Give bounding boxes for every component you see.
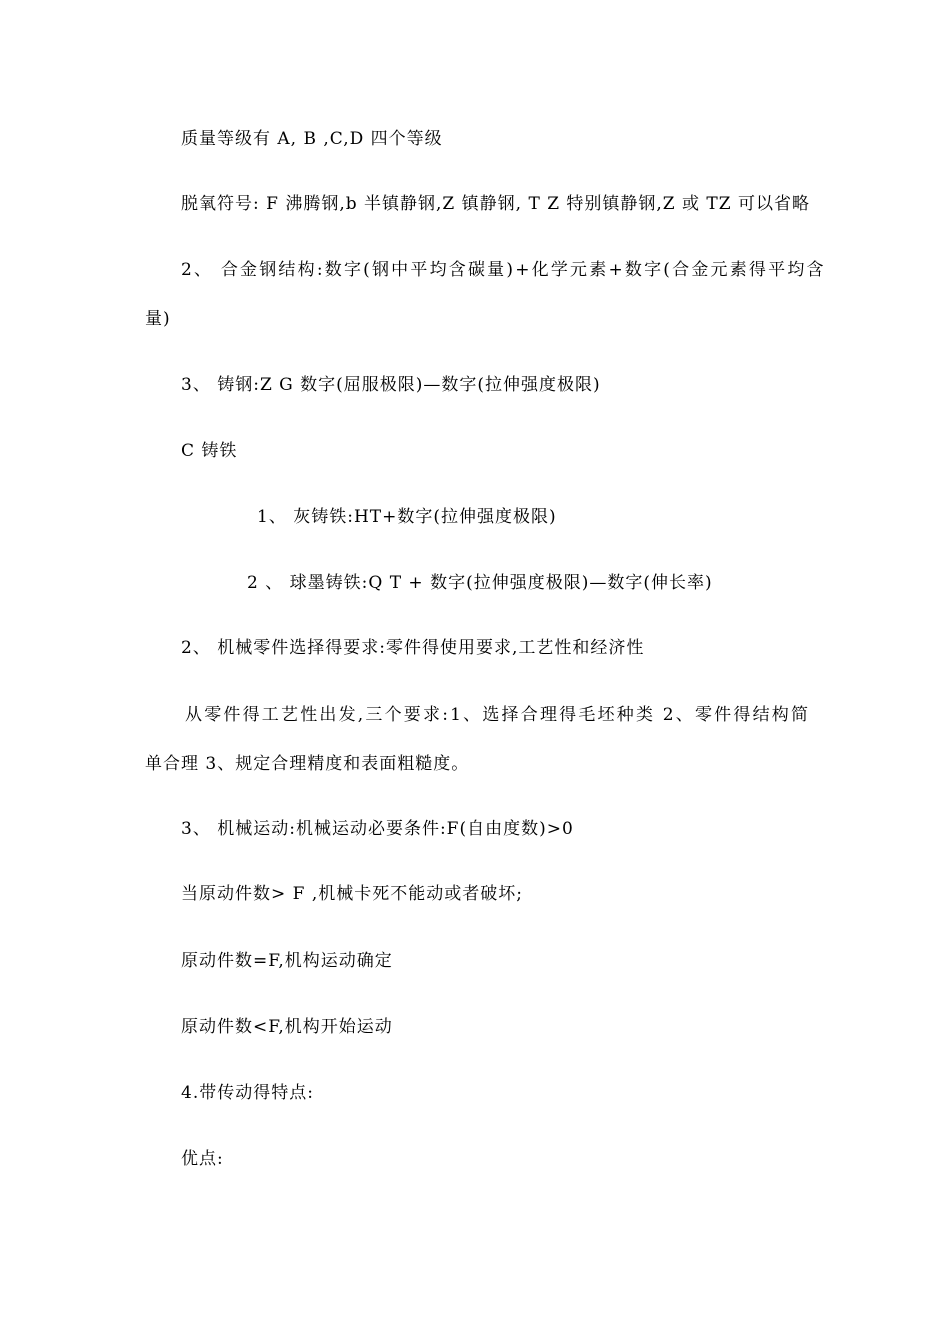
- machine-part-requirements-line: 2、 机械零件选择得要求:零件得使用要求,工艺性和经济性: [181, 638, 645, 658]
- gray-cast-iron-line: 1、 灰铸铁:HT+数字(拉伸强度极限): [257, 507, 557, 527]
- driver-count-less-line: 原动件数<F,机构开始运动: [181, 1017, 393, 1037]
- cast-steel-line: 3、 铸钢:Z G 数字(屈服极限)—数字(拉伸强度极限): [181, 375, 601, 395]
- ductile-iron-line: 2 、 球墨铸铁:Q T + 数字(拉伸强度极限)—数字(伸长率): [247, 573, 713, 593]
- quality-grade-line: 质量等级有 A, B ,C,D 四个等级: [181, 129, 443, 149]
- driver-count-equal-line: 原动件数=F,机构运动确定: [181, 951, 393, 971]
- manufacturability-line: 从零件得工艺性出发,三个要求:1、选择合理得毛坯种类 2、零件得结构简: [185, 705, 811, 725]
- belt-drive-heading: 4.带传动得特点:: [181, 1083, 314, 1103]
- alloy-steel-line: 2、 合金钢结构:数字(钢中平均含碳量)+化学元素+数字(合金元素得平均含: [181, 260, 826, 280]
- mechanism-motion-line: 3、 机械运动:机械运动必要条件:F(自由度数)>0: [181, 819, 574, 839]
- cast-iron-heading: C 铸铁: [181, 441, 238, 461]
- manufacturability-line-cont: 单合理 3、规定合理精度和表面粗糙度。: [145, 754, 470, 774]
- alloy-steel-line-cont: 量): [145, 309, 171, 329]
- deoxidation-symbol-line: 脱氧符号: F 沸腾钢,b 半镇静钢,Z 镇静钢, T Z 特别镇静钢,Z 或 TZ 可以省略: [181, 194, 810, 214]
- driver-count-greater-line: 当原动件数> F ,机械卡死不能动或者破坏;: [181, 884, 523, 904]
- advantages-label: 优点:: [181, 1149, 224, 1169]
